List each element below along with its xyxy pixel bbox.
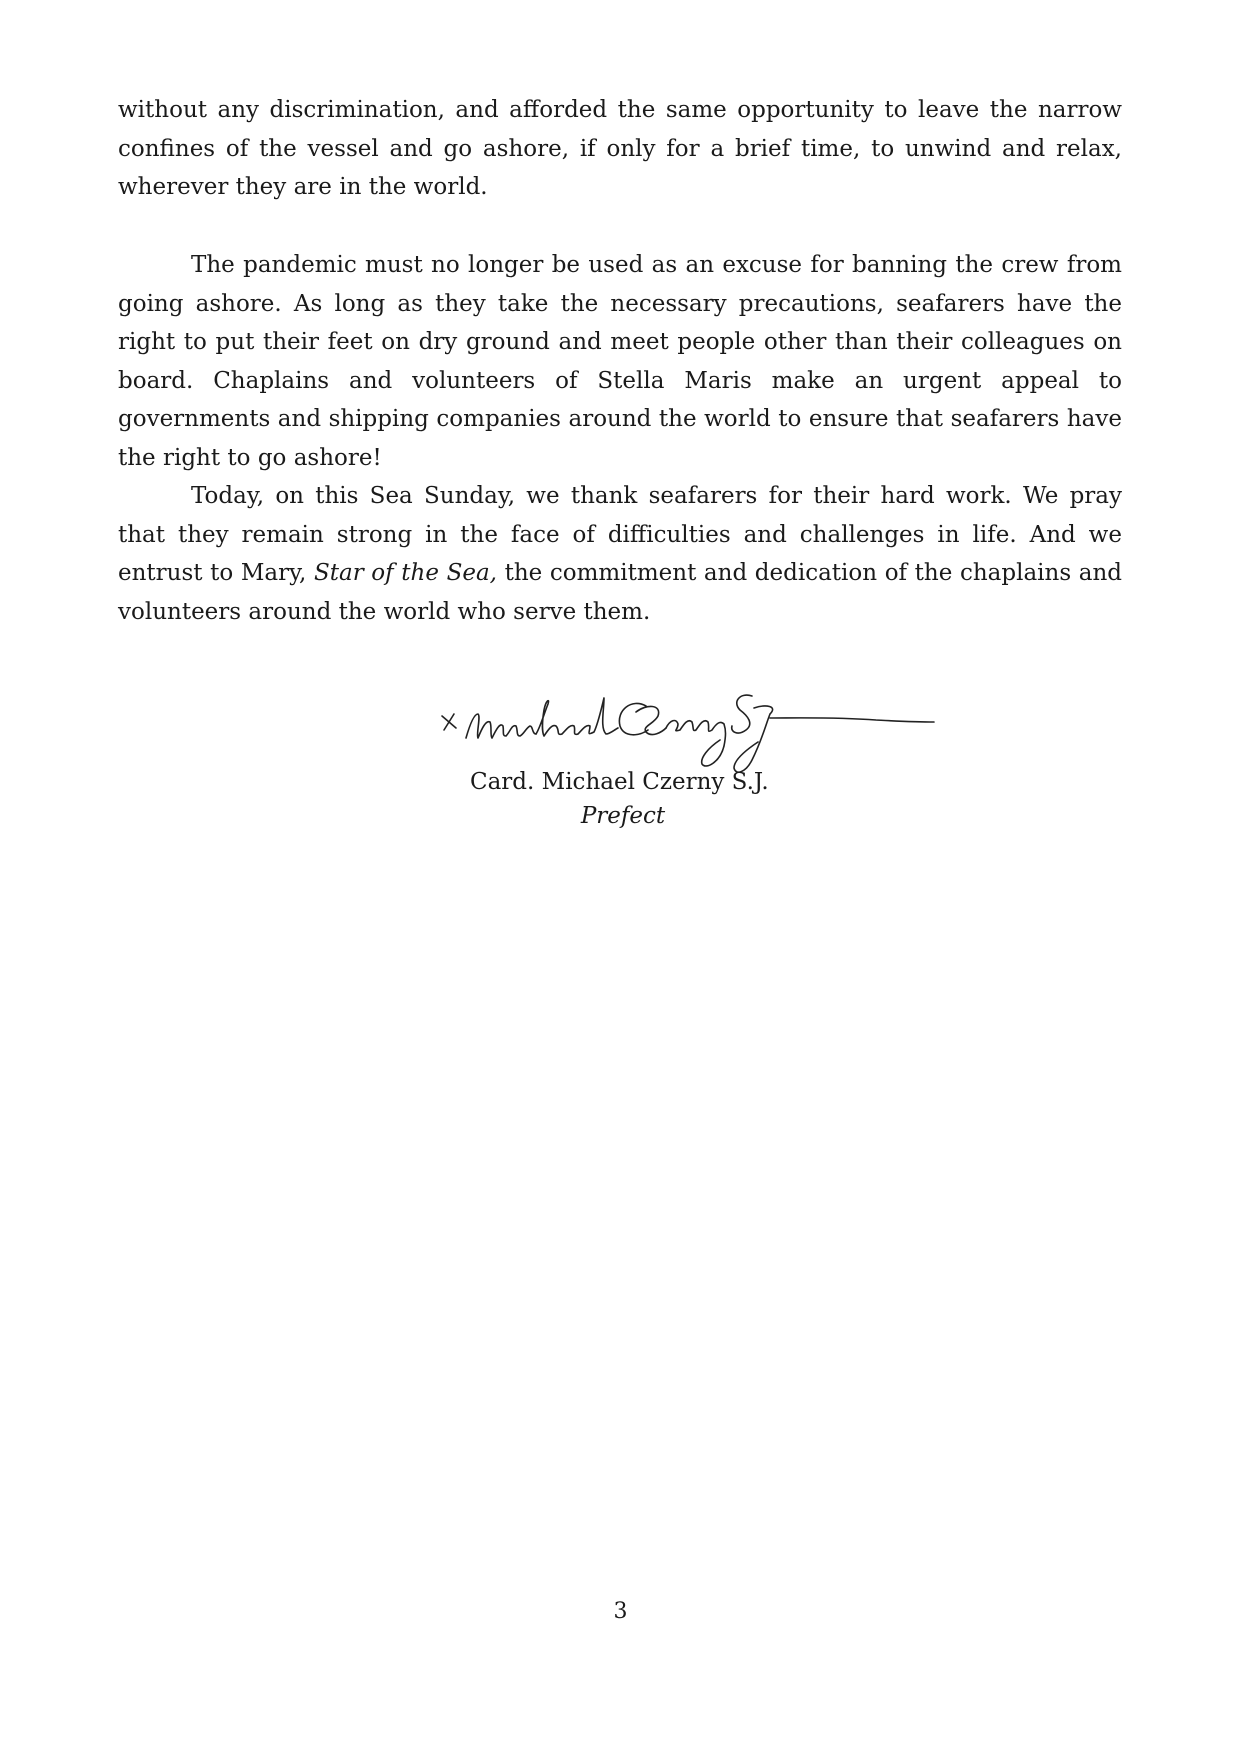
closing-text-italic: Star of the Sea, [313, 560, 497, 586]
page-number: 3 [613, 1599, 628, 1624]
paragraph-continuation: without any discrimination, and afforded the same opportunity to leave the narrow confines of the vessel and go ashore, if only for a brief time, to unwind and relax, wherever they are in the world. [118, 97, 1122, 200]
signer-name: Card. Michael Czerny S.J. [470, 769, 769, 795]
closing-text-end: the commitment and dedication of the chaplains and volunteers around the world who serve them. [118, 560, 1122, 625]
closing-text-start: Today, on this Sea Sunday, we thank seafarers for their hard work. We pray that they remain strong in the face of difficulties and challenges in life. And we entrust to Mary, [118, 483, 1122, 586]
paragraph-shore-leave-appeal: The pandemic must no longer be used as an excuse for banning the crew from going ashore. As long as they take the necessary precautions, seafarers have the right to put their feet on dry ground and meet people other than their colleagues on board. Chaplains and volunteers of Stella Maris make an urgent appeal to governments and shipping companies around the world to ensure that seafarers have the right to go ashore! [118, 252, 1122, 471]
signer-title [470, 800, 770, 832]
signer-title-text: Prefect [580, 803, 666, 829]
paragraph-sea-sunday [118, 477, 1122, 631]
